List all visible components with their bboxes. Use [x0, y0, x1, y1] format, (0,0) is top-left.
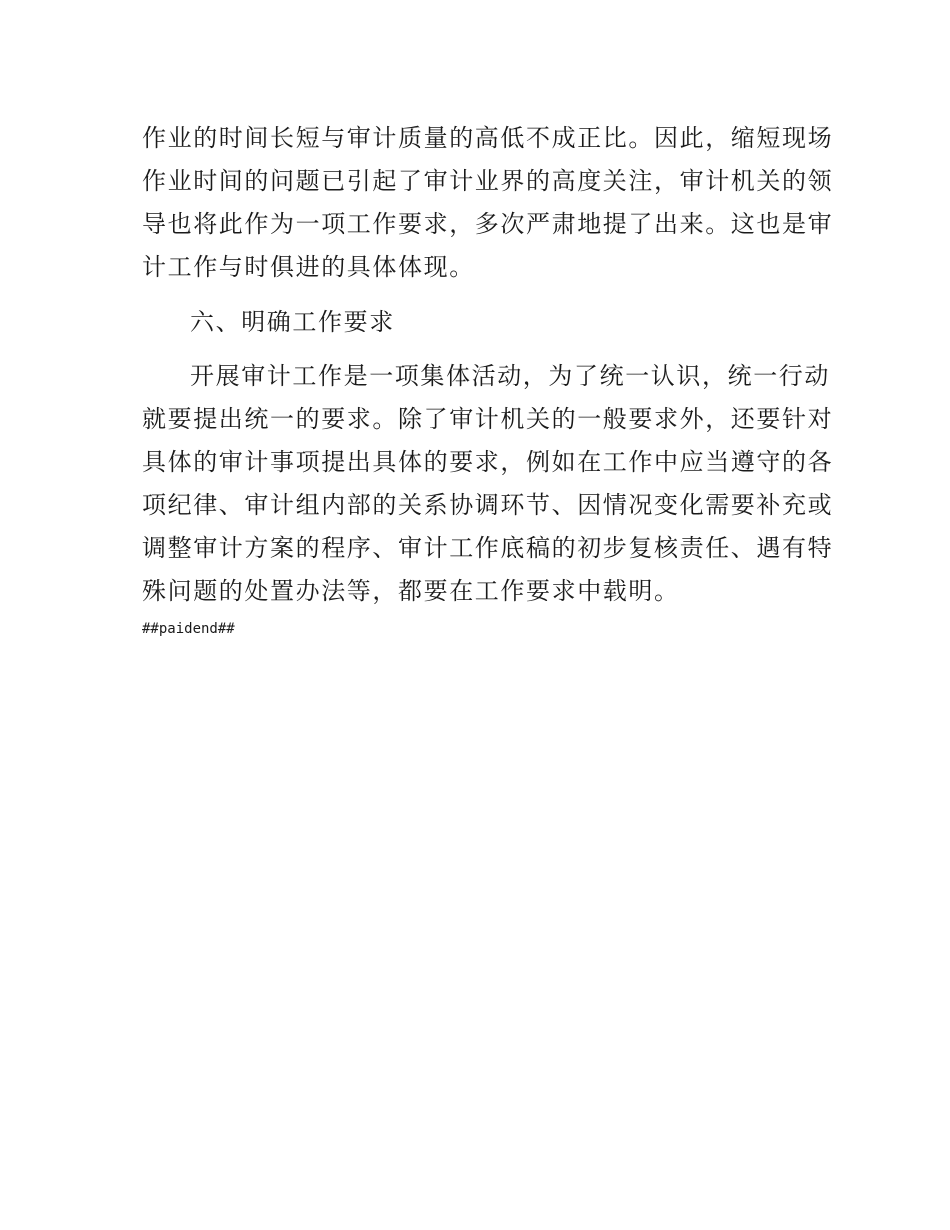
paragraph-2-line-4: 项纪律、审计组内部的关系协调环节、因情况变化需要补充或 [142, 491, 834, 519]
paragraph-2-line-5: 调整审计方案的程序、审计工作底稿的初步复核责任、遇有特 [142, 534, 834, 562]
paragraph-1-line-1: 作业的时间长短与审计质量的高低不成正比。因此，缩短现场 [142, 124, 834, 152]
paragraph-2-line-3: 具体的审计事项提出具体的要求，例如在工作中应当遵守的各 [142, 448, 834, 476]
paragraph-1-line-4: 计工作与时俱进的具体体现。 [142, 253, 475, 281]
paragraph-2-line-1: 开展审计工作是一项集体活动，为了统一认识，统一行动 [190, 362, 830, 390]
paragraph-2-line-2: 就要提出统一的要求。除了审计机关的一般要求外，还要针对 [142, 405, 834, 433]
paragraph-1-line-2: 作业时间的问题已引起了审计业界的高度关注，审计机关的领 [142, 167, 834, 195]
section-heading: 六、明确工作要求 [190, 308, 395, 336]
end-marker: ##paidend## [142, 621, 235, 637]
paragraph-2-line-6: 殊问题的处置办法等，都要在工作要求中载明。 [142, 577, 680, 605]
paragraph-1-line-3: 导也将此作为一项工作要求，多次严肃地提了出来。这也是审 [142, 210, 834, 238]
